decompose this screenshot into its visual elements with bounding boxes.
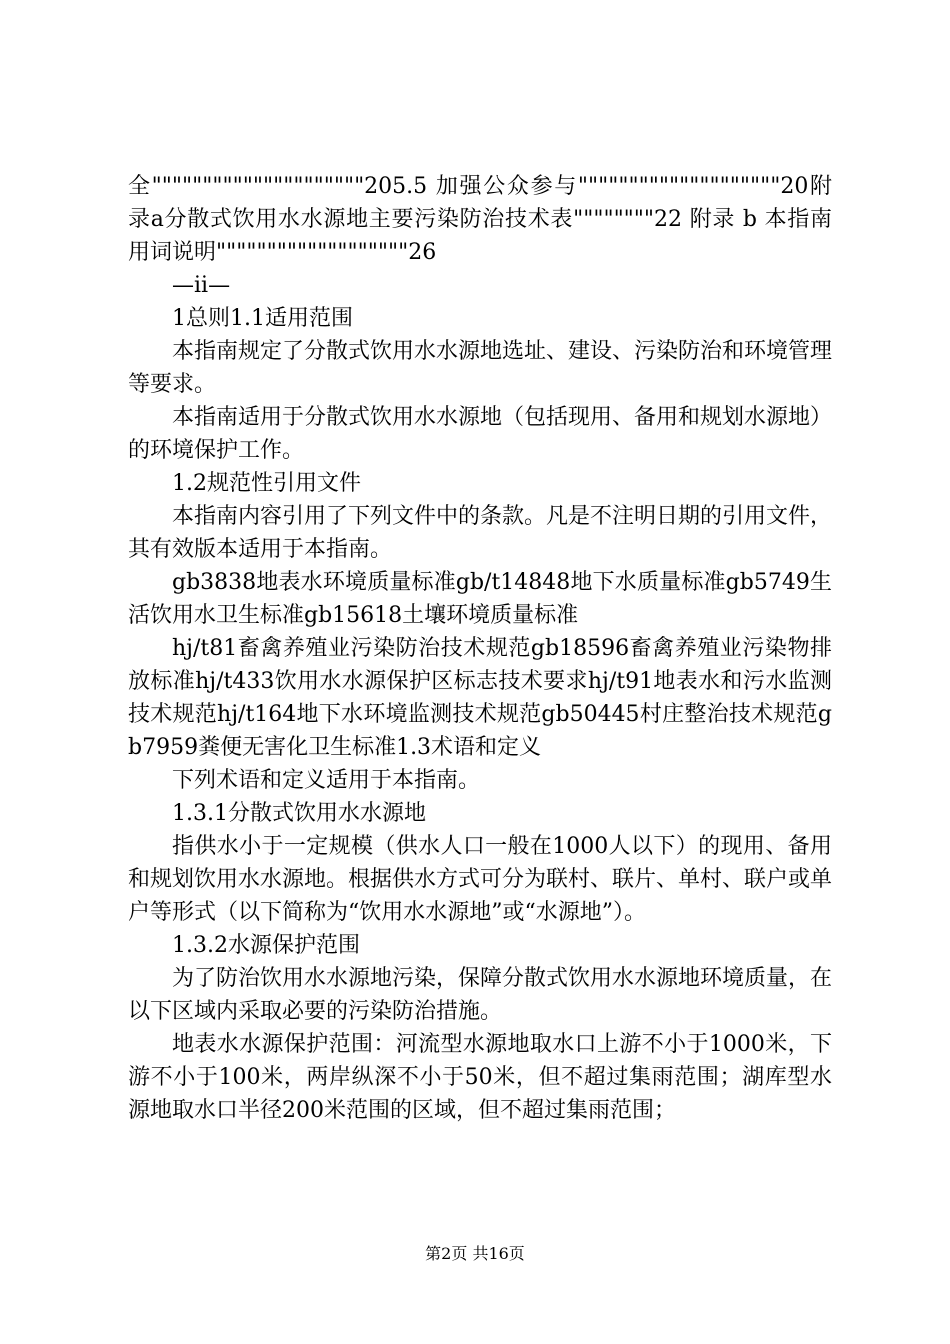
paragraph-dispersed-source-definition: 指供水小于一定规模（供水人口一般在1000人以下）的现用、备用和规划饮用水水源地。根据供水方式可分为联村、联片、单村、联户或单户等形式（以下简称为“饮用水水源地”或“水源地”）。 xyxy=(128,834,833,925)
paragraph-scope-requirements: 本指南规定了分散式饮用水水源地选址、建设、污染防治和环境管理等要求。 xyxy=(128,339,833,397)
paragraph-scope-applicability: 本指南适用于分散式饮用水水源地（包括现用、备用和规划水源地）的环境保护工作。 xyxy=(128,405,833,463)
paragraph-references-list-1: gb3838地表水环境质量标准gb/t14848地下水质量标准gb5749生活饮用水卫生标准gb15618土壤环境质量标准 xyxy=(128,570,832,628)
section-heading-protection-range: 1.3.2水源保护范围 xyxy=(172,933,360,958)
paragraph-terms-intro: 下列术语和定义适用于本指南。 xyxy=(172,768,481,793)
section-heading-general-scope: 1总则1.1适用范围 xyxy=(172,306,353,331)
section-heading-dispersed-source: 1.3.1分散式饮用水水源地 xyxy=(172,801,426,826)
paragraph-protection-range-purpose: 为了防治饮用水水源地污染，保障分散式饮用水水源地环境质量，在以下区域内采取必要的污染防治措施。 xyxy=(128,966,833,1024)
toc-continuation: 全"""""""""""""""""""""205.5 加强公众参与""""""""""""""""""""20附录a分散式饮用水水源地主要污染防治技术表""""""""22 附录 b 本指南用词说明"""""""""""""""""""26 xyxy=(128,174,832,265)
section-heading-normative-references: 1.2规范性引用文件 xyxy=(172,471,361,496)
page-footer: 第2页 共16页 xyxy=(425,1244,525,1263)
document-body xyxy=(128,170,832,1127)
paragraph-surface-water-range: 地表水水源保护范围：河流型水源地取水口上游不小于1000米，下游不小于100米，两岸纵深不小于50米，但不超过集雨范围；湖库型水源地取水口半径200米范围的区域，但不超过集雨范围； xyxy=(128,1032,832,1123)
page-marker: —ii— xyxy=(172,273,231,298)
paragraph-references-intro: 本指南内容引用了下列文件中的条款。凡是不注明日期的引用文件，其有效版本适用于本指南。 xyxy=(128,504,833,562)
paragraph-references-list-2: hj/t81畜禽养殖业污染防治技术规范gb18596畜禽养殖业污染物排放标准hj/t433饮用水水源保护区标志技术要求hj/t91地表水和污水监测技术规范hj/t164地下水环境监测技术规范gb50445村庄整治技术规范gb7959粪便无害化卫生标准1.3术语和定义 xyxy=(128,636,832,760)
